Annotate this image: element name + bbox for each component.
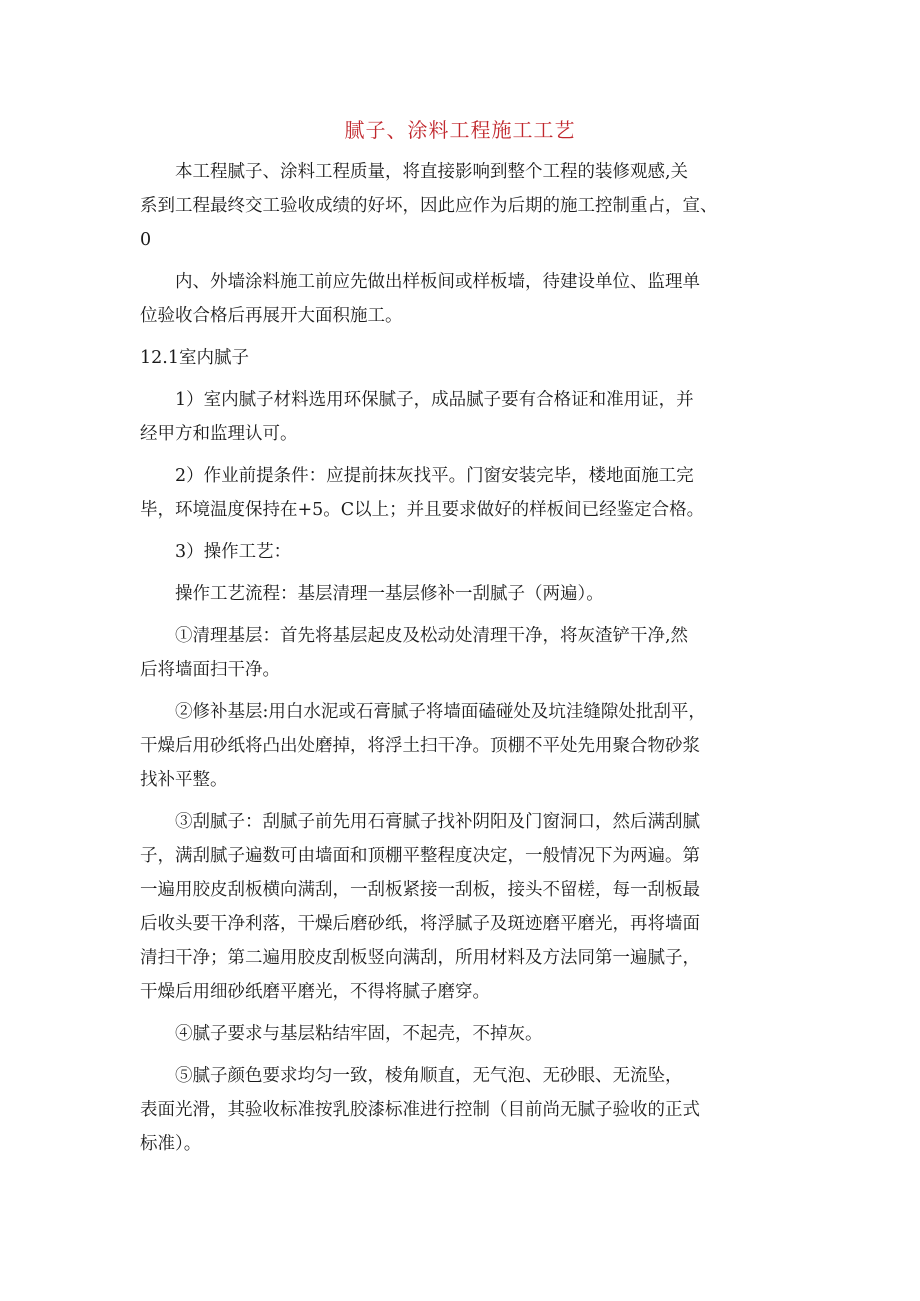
text-line: 经甲方和监理认可。: [140, 424, 298, 444]
text-line: 标准）。: [140, 1134, 202, 1154]
text-line: 位验收合格后再展开大面积施工。: [140, 306, 403, 326]
text-line: 3）操作工艺：: [175, 542, 292, 562]
text-line: 本工程腻子、涂料工程质量，将直接影响到整个工程的装修观感,关: [175, 162, 689, 182]
item-3-paragraph: [140, 535, 785, 569]
text-line: 0: [140, 230, 152, 250]
text-line: ②修补基层:用白水泥或石膏腻子将墙面磕碰处及坑洼缝隙处批刮平，: [175, 702, 706, 722]
section-heading-text: 12.1室内腻子: [140, 348, 249, 368]
step-4-paragraph: [140, 1017, 785, 1051]
text-line: 系到工程最终交工验收成绩的好坏，因此应作为后期的施工控制重占，宣、: [140, 196, 718, 216]
process-flow-paragraph: [140, 577, 785, 611]
text-line: 后收头要干净利落，干燥后磨砂纸，将浮腻子及斑迹磨平磨光，再将墙面: [140, 914, 700, 934]
sample-room-paragraph: [140, 265, 785, 333]
item-1-paragraph: [140, 383, 785, 451]
step-5-paragraph: [140, 1059, 785, 1161]
text-line: 干燥后用砂纸将凸出处磨掉，将浮土扫干净。顶棚不平处先用聚合物砂浆: [140, 736, 700, 756]
text-line: 内、外墙涂料施工前应先做出样板间或样板墙，待建设单位、监理单: [175, 272, 700, 292]
text-line: 表面光滑，其验收标准按乳胶漆标准进行控制（目前尚无腻子验收的正式: [140, 1100, 700, 1120]
intro-paragraph: [140, 155, 785, 257]
text-line: 清扫干净；第二遍用胶皮刮板竖向满刮，所用材料及方法同第一遍腻子，: [140, 948, 700, 968]
text-line: 后将墙面扫干净。: [140, 660, 280, 680]
text-line: 操作工艺流程：基层清理一基层修补一刮腻子（两遍）。: [175, 584, 604, 604]
text-line: 找补平整。: [140, 770, 228, 790]
text-line: ⑤腻子颜色要求均匀一致，棱角顺直，无气泡、无砂眼、无流坠，: [175, 1066, 683, 1086]
text-line: 一遍用胶皮刮板横向满刮，一刮板紧接一刮板，接头不留槎，每一刮板最: [140, 880, 700, 900]
step-1-paragraph: [140, 619, 785, 687]
step-2-paragraph: [140, 695, 785, 797]
text-line: 干燥后用细砂纸磨平磨光，不得将腻子磨穿。: [140, 982, 490, 1002]
text-line: 1）室内腻子材料选用环保腻子，成品腻子要有合格证和准用证，并: [175, 390, 694, 410]
text-line: ④腻子要求与基层粘结牢固，不起壳，不掉灰。: [175, 1024, 543, 1044]
text-line: ①清理基层：首先将基层起皮及松动处清理干净，将灰渣铲干净,然: [175, 626, 689, 646]
step-3-paragraph: [140, 805, 785, 1009]
document-body: [140, 155, 785, 1161]
text-line: 2）作业前提条件：应提前抹灰找平。门窗安装完毕，楼地面施工完: [175, 466, 694, 486]
item-2-paragraph: [140, 459, 785, 527]
section-heading: [140, 341, 785, 375]
text-line: 毕，环境温度保持在+5。C以上；并且要求做好的样板间已经鉴定合格。: [140, 500, 705, 520]
text-line: 子，满刮腻子遍数可由墙面和顶棚平整程度决定，一般情况下为两遍。第: [140, 846, 700, 866]
text-line: ③刮腻子：刮腻子前先用石膏腻子找补阴阳及门窗洞口，然后满刮腻: [175, 812, 700, 832]
document-title: 腻子、涂料工程施工工艺: [344, 118, 576, 142]
